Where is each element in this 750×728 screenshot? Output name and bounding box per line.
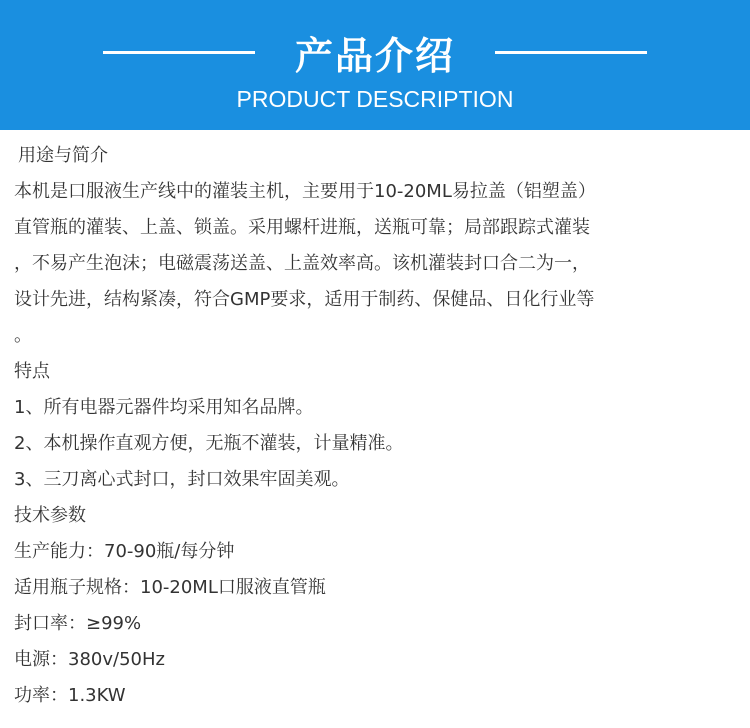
param-item: 功率：1.3KW — [14, 685, 126, 706]
features-heading: 特点 — [14, 361, 50, 382]
intro-line: 本机是口服液生产线中的灌装主机，主要用于10-20ML易拉盖（铝塑盖） — [14, 181, 596, 202]
page-subtitle: PRODUCT DESCRIPTION — [236, 86, 514, 112]
right-divider-line — [495, 51, 647, 54]
description-content — [0, 130, 750, 714]
param-item: 电源：380v/50Hz — [14, 649, 165, 670]
intro-line: 设计先进，结构紧凑，符合GMP要求，适用于制药、保健品、日化行业等 — [14, 289, 595, 310]
param-item: 适用瓶子规格：10-20ML口服液直管瓶 — [14, 577, 326, 598]
feature-item: 2、本机操作直观方便，无瓶不灌装，计量精准。 — [14, 433, 404, 454]
intro-line: ，不易产生泡沫；电磁震荡送盖、上盖效率高。该机灌装封口合二为一， — [14, 253, 590, 274]
header-banner — [0, 0, 750, 130]
left-divider-line — [103, 51, 255, 54]
title-row — [0, 22, 750, 82]
intro-line: 直管瓶的灌装、上盖、锁盖。采用螺杆进瓶，送瓶可靠；局部跟踪式灌装 — [14, 217, 590, 238]
param-item: 封口率：≥99% — [14, 613, 142, 634]
params-heading: 技术参数 — [14, 505, 86, 526]
intro-line: 。 — [14, 325, 32, 346]
feature-item: 1、所有电器元器件均采用知名品牌。 — [14, 397, 314, 418]
page-title: 产品介绍 — [294, 33, 455, 78]
param-item: 生产能力：70-90瓶/每分钟 — [14, 541, 235, 562]
usage-heading: 用途与简介 — [18, 145, 108, 166]
feature-item: 3、三刀离心式封口，封口效果牢固美观。 — [14, 469, 350, 490]
